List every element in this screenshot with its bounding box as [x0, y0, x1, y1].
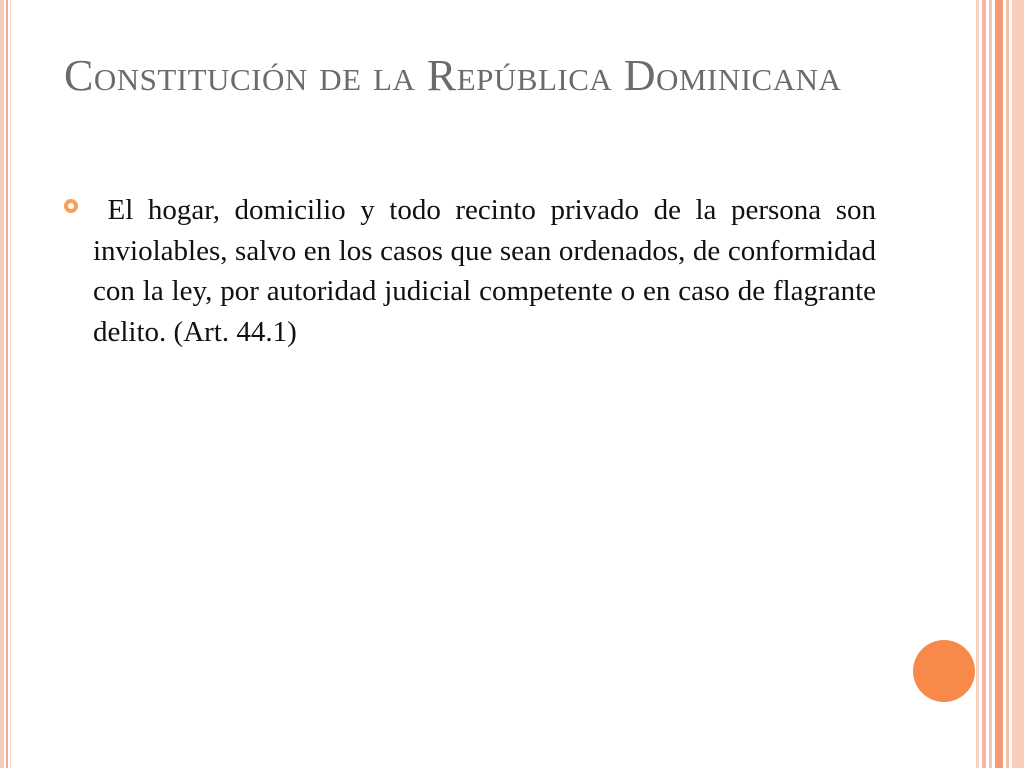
bullet-text: El hogar, domicilio y todo recinto privado de la persona son inviolables, salvo en los casos que sean ordenados, de conformidad con la ley, por autoridad judicial competente o en caso de flagrante delito. (Art. 44.1) [93, 194, 876, 348]
slide-title: Constitución de la República Dominicana [64, 51, 842, 100]
left-border-stripe [0, 0, 4, 768]
orange-circle-icon [913, 640, 975, 702]
right-border-stripe [995, 0, 1003, 768]
bullet-item [64, 190, 876, 352]
left-border-stripe [10, 0, 11, 768]
right-border-stripe [982, 0, 986, 768]
right-border-stripe [1006, 0, 1009, 768]
right-border-stripe [1012, 0, 1024, 768]
ring-bullet-icon [64, 199, 78, 213]
slide-content [64, 190, 876, 352]
right-border-stripe [976, 0, 979, 768]
left-border-stripe [6, 0, 8, 768]
right-border-stripe [989, 0, 992, 768]
